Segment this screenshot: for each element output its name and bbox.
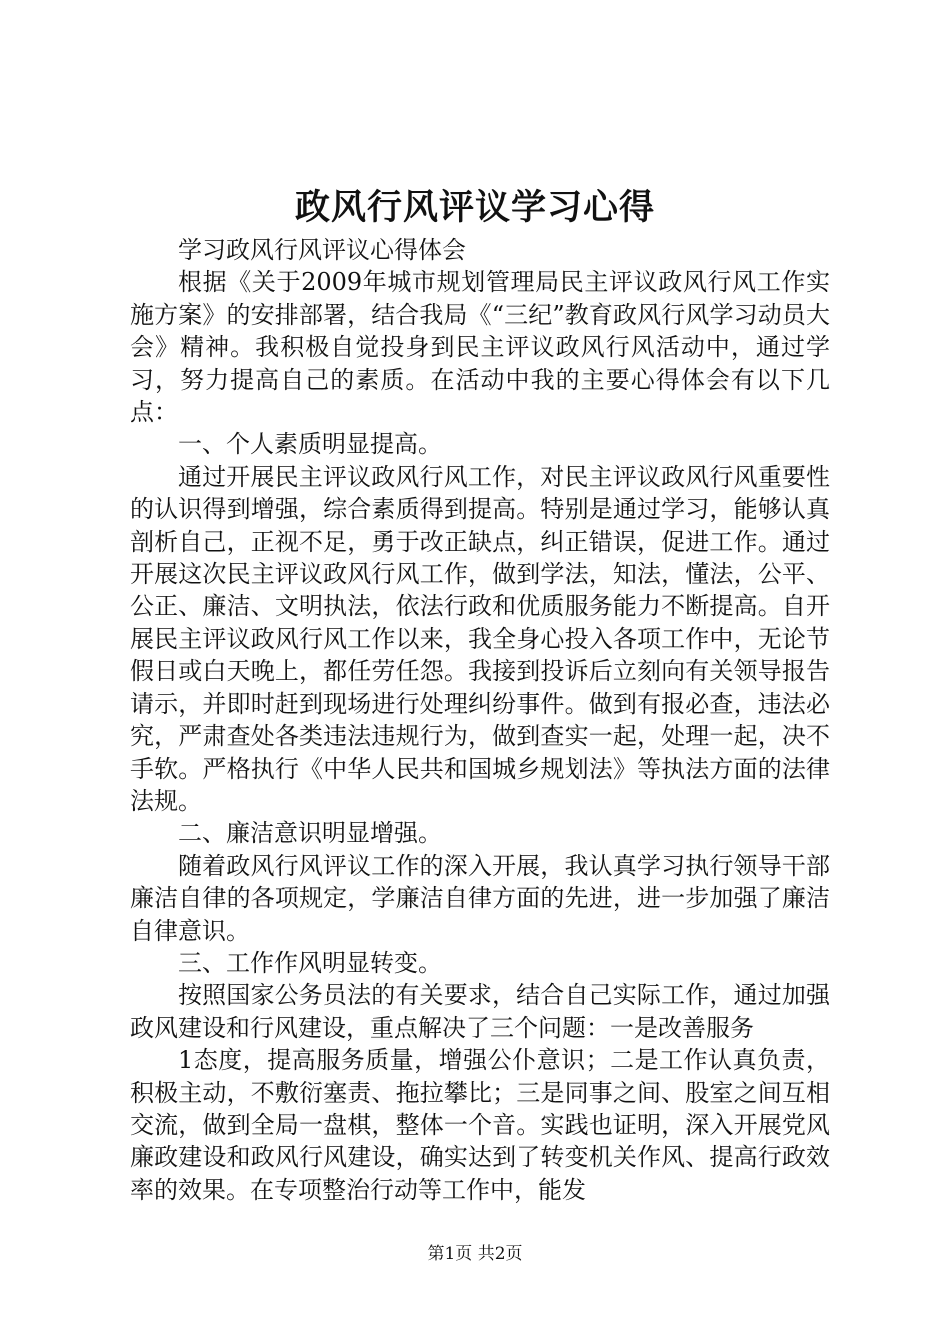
section-heading-2: 二、廉洁意识明显增强。 <box>178 819 442 848</box>
page-indicator: 第1页 共2页 <box>427 1244 523 1264</box>
paragraph-section-2: 随着政风行风评议工作的深入开展，我认真学习执行领导干部廉洁自律的各项规定，学廉洁自律方面的先进，进一步加强了廉洁自律意识。 <box>130 851 830 945</box>
document-body <box>130 234 830 1206</box>
paragraph-section-1: 通过开展民主评议政风行风工作，对民主评议政风行风重要性的认识得到增强，综合素质得到提高。特别是通过学习，能够认真剖析自己，正视不足，勇于改正缺点，纠正错误，促进工作。通过开展这次民主评议政风行风工作，做到学法，知法，懂法，公平、公正、廉洁、文明执法，依法行政和优质服务能力不断提高。自开展民主评议政风行风工作以来，我全身心投入各项工作中，无论节假日或白天晚上，都任劳任怨。我接到投诉后立刻向有关领导报告请示，并即时赶到现场进行处理纠纷事件。做到有报必查，违法必究，严肃查处各类违法违规行为，做到查实一起，处理一起，决不手软。严格执行《中华人民共和国城乡规划法》等执法方面的法律法规。 <box>130 462 830 815</box>
paragraph-section-3: 按照国家公务员法的有关要求，结合自己实际工作，通过加强政风建设和行风建设，重点解决了三个问题：一是改善服务 <box>130 981 830 1042</box>
section-heading-3: 三、工作作风明显转变。 <box>178 948 442 977</box>
paragraph-continued: 1态度，提高服务质量，增强公仆意识；二是工作认真负责，积极主动，不敷衍塞责、拖拉攀比；三是同事之间、股室之间互相交流，做到全局一盘棋，整体一个音。实践也证明，深入开展党风廉政建设和政风行风建设，确实达到了转变机关作风、提高行政效率的效果。在专项整治行动等工作中，能发 <box>130 1046 830 1204</box>
paragraph-subtitle: 学习政风行风评议心得体会 <box>178 236 466 264</box>
document-title: 政风行风评议学习心得 <box>294 187 655 228</box>
section-heading-1: 一、个人素质明显提高。 <box>178 430 442 459</box>
paragraph-intro: 根据《关于2009年城市规划管理局民主评议政风行风工作实施方案》的安排部署，结合我局《“三纪”教育政风行风学习动员大会》精神。我积极自觉投身到民主评议政风行风活动中，通过学习，努力提高自己的素质。在活动中我的主要心得体会有以下几点： <box>130 268 830 427</box>
